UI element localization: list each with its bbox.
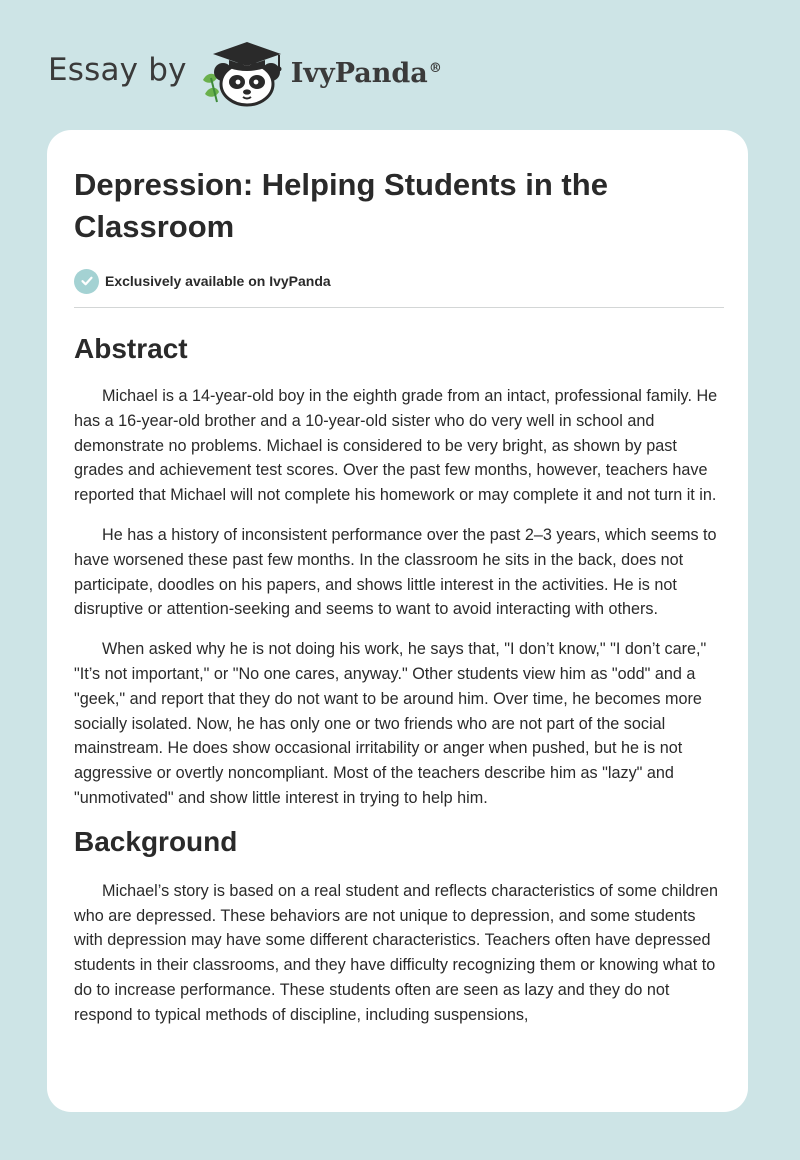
- exclusive-badge-label: Exclusively available on IvyPanda: [105, 273, 331, 289]
- background-paragraph: Michael’s story is based on a real student and reflects characteristics of some children who are depressed. These behaviors are not unique to depression, and some students with depression may have some different characteristics. Teachers often have depressed students in their classrooms, and they have difficulty recognizing them or knowing what to do to increase performance. These students often are seen as lazy and they do not respond to typical methods of discipline, including suspensions,: [74, 881, 719, 1024]
- essay-title: Depression: Helping Students in the Classroom: [74, 167, 608, 244]
- registered-mark: ®: [428, 60, 442, 76]
- abstract-paragraph: He has a history of inconsistent performance over the past 2–3 years, which seems to have worsened these past few months. In the classroom he sits in the back, does not participate, doodles on his papers, and shows little interest in the activities. He is not disruptive or attention-seeking and seems to want to avoid interacting with others.: [74, 525, 717, 619]
- essay-card: [47, 130, 748, 1112]
- check-circle-icon: [74, 269, 99, 294]
- title-divider: [74, 307, 724, 308]
- section-heading-abstract: Abstract: [74, 333, 188, 364]
- panda-graduate-logo-icon: [199, 36, 289, 108]
- exclusive-badge: [74, 268, 724, 294]
- site-header-brand[interactable]: [48, 36, 442, 108]
- abstract-paragraph: Michael is a 14-year-old boy in the eighth grade from an intact, professional family. He has a 16-year-old brother and a 10-year-old sister who do very well in school and demonstrate no problems. Michael is considered to be very bright, as shown by past grades and achievement test scores. Over the past few months, however, teachers have reported that Michael will not complete his homework or may complete it and not turn it in.: [74, 387, 718, 505]
- section-heading-background: Background: [74, 825, 238, 857]
- brand-prefix-text: Essay by: [48, 52, 187, 88]
- brand-name-text: IvyPanda®: [290, 57, 442, 89]
- abstract-paragraph: When asked why he is not doing his work, he says that, "I don’t know," "I don’t care," "It’s not important," or "No one cares, anyway." Other students view him as "odd" and a "geek," and report that they do not want to be around him. Over time, he becomes more socially isolated. Now, he has only one or two friends who are not part of the social mainstream. He does show occasional irritability or anger when pushed, but he is not aggressive or overtly noncompliant. Most of the teachers describe him as "lazy" and "unmotivated" and show little interest in trying to help him.: [74, 640, 707, 807]
